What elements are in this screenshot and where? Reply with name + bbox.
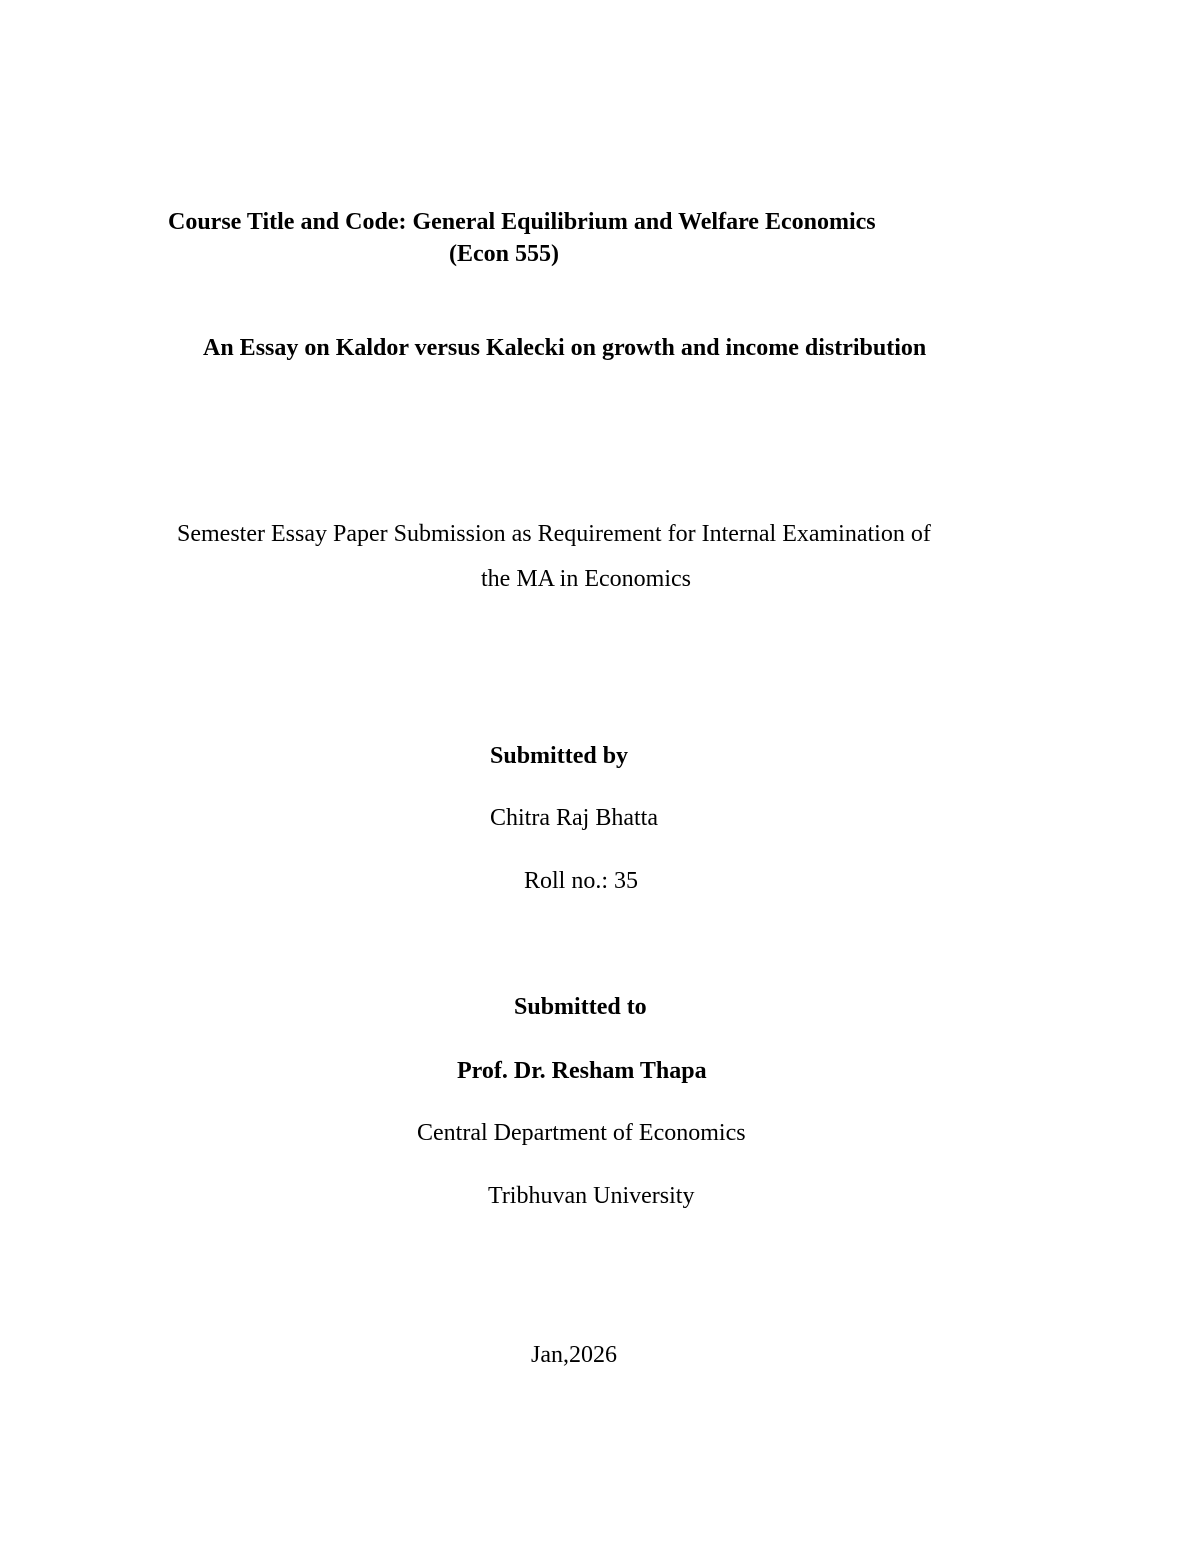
- submission-statement-line1: Semester Essay Paper Submission as Requirement for Internal Examination of: [177, 521, 931, 547]
- course-title-line2: (Econ 555): [449, 241, 559, 267]
- submission-statement-line2: the MA in Economics: [481, 566, 691, 592]
- submitted-to-heading: Submitted to: [514, 994, 647, 1020]
- author-name: Chitra Raj Bhatta: [490, 805, 658, 831]
- roll-number: Roll no.: 35: [524, 868, 639, 894]
- essay-title: An Essay on Kaldor versus Kalecki on growth and income distribution: [203, 335, 927, 361]
- submitted-by-heading: Submitted by: [490, 743, 629, 769]
- university-name: Tribhuvan University: [488, 1183, 695, 1209]
- department-name: Central Department of Economics: [417, 1120, 746, 1146]
- supervisor-name: Prof. Dr. Resham Thapa: [457, 1058, 707, 1084]
- course-title-line1: Course Title and Code: General Equilibrium and Welfare Economics: [168, 209, 876, 235]
- submission-date: Jan,2026: [531, 1342, 617, 1368]
